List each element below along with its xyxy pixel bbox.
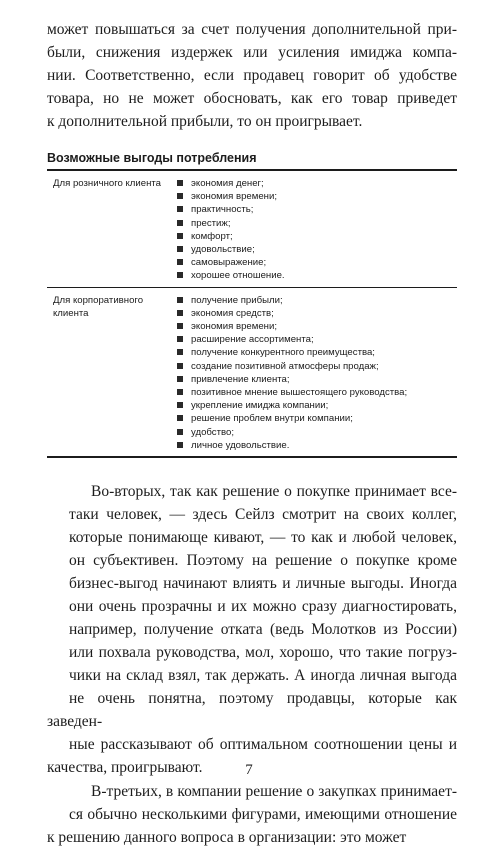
text-line: чики на склад взял, так держать. А иногда личная выгода [69,667,457,685]
table-title: Возможные выгоды потребления [47,151,457,171]
text-line: товара, но не может обосновать, как его товар приведет [47,90,457,107]
table-row [47,287,457,457]
list-item: укрепление имиджа компании; [177,399,457,412]
text-line: может повышаться за счет получения дополнительной при- [47,21,457,38]
text-line: не очень понятна, поэтому продавцы, которые как заведен- [47,690,457,731]
list-item: получение прибыли; [177,294,457,307]
table-row [47,171,457,287]
page-number: 7 [245,762,253,778]
text-line: он субъективен. Поэтому на решение о покупке кроме [69,552,457,570]
list-item: практичность; [177,203,457,216]
list-item: решение проблем внутри компании; [177,412,457,425]
row-items [177,287,457,457]
text-line: которые понимающе кивают, — то как и любой человек, [69,529,457,547]
paragraph-third [47,780,457,849]
text-line: бизнес-выгод начинают влиять и личные выгоды. Иногда [69,575,457,593]
list-item: позитивное мнение вышестоящего руководства; [177,386,457,399]
text-line: ся обычно несколькими фигурами, имеющими отношение [69,806,457,824]
list-item: экономия времени; [177,190,457,203]
list-item: получение конкурентного преимущества; [177,346,457,359]
row-items [177,171,457,287]
text-line: нии. Соответственно, если продавец говорит об удобстве [47,67,457,84]
text-line: к решению данного вопроса в организации: это может [47,829,407,847]
text-line: Во-вторых, так как решение о покупке принимает все- [91,483,457,501]
text-line: были, снижения издержек или усиления имиджа компа- [47,44,457,61]
list-item: личное удовольствие. [177,439,457,452]
text-line: ные рассказывают об оптимальном соотношении цены и [69,736,457,754]
list-item: расширение ассортимента; [177,333,457,346]
list-item: престиж; [177,217,457,230]
page-body [47,18,457,849]
row-category: Для розничного клиента [53,178,162,189]
list-item: хорошее отношение. [177,269,457,282]
text-line: или похвала руководства, мол, хорошо, что такие погруз- [69,644,457,662]
list-item: экономия средств; [177,307,457,320]
text-line: таки человек, — здесь Сейлз смотрит на своих коллег, [69,506,457,524]
list-item: самовыражение; [177,256,457,269]
benefit-list [177,294,457,452]
list-item: привлечение клиента; [177,373,457,386]
text-line: качества, проигрывают. [47,759,203,777]
intro-paragraph [47,18,457,133]
benefits-table [47,171,457,458]
text-line: В-третьих, в компании решение о закупках принимает- [91,783,457,801]
list-item: экономия времени; [177,320,457,333]
text-line: они очень прозрачны и их можно сразу диагностировать, [69,598,457,616]
list-item: удобство; [177,426,457,439]
list-item: экономия денег; [177,177,457,190]
list-item: создание позитивной атмосферы продаж; [177,360,457,373]
text-line: к дополнительной прибыли, то он проигрывает. [47,113,363,130]
benefit-list [177,177,457,283]
list-item: удовольствие; [177,243,457,256]
text-line: например, получение отката (ведь Молотков из России) [69,621,457,639]
list-item: комфорт; [177,230,457,243]
row-category: Для корпоративного клиента [47,287,177,457]
paragraph-second [47,480,457,779]
